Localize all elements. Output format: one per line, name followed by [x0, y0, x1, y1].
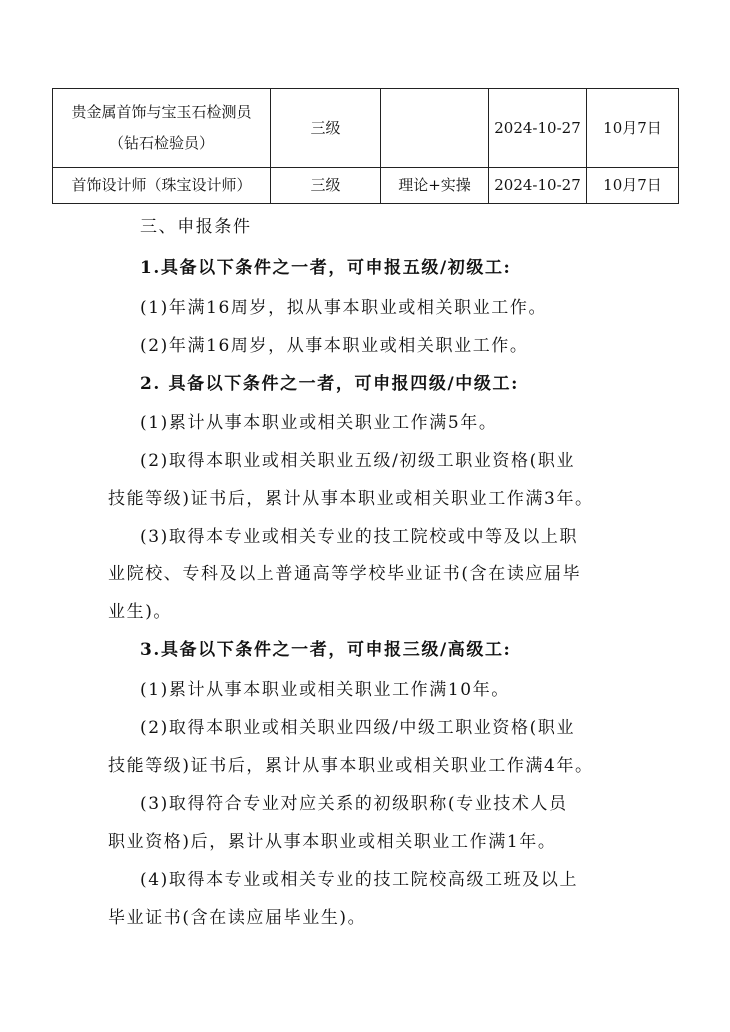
exam-date-cell: 2024-10-27: [489, 168, 587, 204]
group-title: 2. 具备以下条件之一者，可申报四级/中级工:: [140, 374, 519, 394]
condition-text-continued: 技能等级)证书后，累计从事本职业或相关职业工作满4年。: [108, 756, 594, 776]
occupation-cell: [53, 89, 271, 168]
condition-text-continued: 业生)。: [108, 602, 173, 622]
condition-text: (2)取得本职业或相关职业五级/初级工职业资格(职业: [140, 451, 576, 471]
condition-text: (3)取得符合专业对应关系的初级职称(专业技术人员: [140, 794, 568, 814]
condition-text: (1)年满16周岁，拟从事本职业或相关职业工作。: [140, 298, 548, 318]
occupation-name: 贵金属首饰与宝玉石检测员: [71, 103, 252, 121]
condition-text: (1)累计从事本职业或相关职业工作满10年。: [140, 680, 510, 700]
condition-text: (4)取得本专业或相关专业的技工院校高级工班及以上: [140, 870, 579, 890]
condition-text-continued: 毕业证书(含在读应届毕业生)。: [108, 908, 367, 928]
level-cell: 三级: [271, 89, 381, 168]
condition-text: (2)年满16周岁，从事本职业或相关职业工作。: [140, 336, 529, 356]
table-row: [53, 168, 679, 204]
exam-type-cell: 理论+实操: [381, 168, 489, 204]
table-row: [53, 89, 679, 168]
exam-schedule-table: [52, 88, 679, 204]
group-title: 1.具备以下条件之一者，可申报五级/初级工:: [140, 258, 512, 278]
exam-date-cell: 2024-10-27: [489, 89, 587, 168]
deadline-cell: 10月7日: [587, 168, 679, 204]
section-heading: 三、申报条件: [140, 217, 252, 237]
occupation-subname: （钻石检验员）: [108, 134, 214, 152]
level-cell: 三级: [271, 168, 381, 204]
group-title: 3.具备以下条件之一者，可申报三级/高级工:: [140, 640, 512, 660]
condition-text-continued: 职业资格)后，累计从事本职业或相关职业工作满1年。: [108, 832, 557, 852]
deadline-cell: 10月7日: [587, 89, 679, 168]
exam-type-cell: [381, 89, 489, 168]
condition-text-continued: 业院校、专科及以上普通高等学校毕业证书(含在读应届毕: [108, 564, 582, 584]
occupation-cell: 首饰设计师（珠宝设计师）: [53, 168, 271, 204]
condition-text: (2)取得本职业或相关职业四级/中级工职业资格(职业: [140, 718, 576, 738]
condition-text: (3)取得本专业或相关专业的技工院校或中等及以上职: [140, 527, 579, 547]
condition-text-continued: 技能等级)证书后，累计从事本职业或相关职业工作满3年。: [108, 489, 594, 509]
condition-text: (1)累计从事本职业或相关职业工作满5年。: [140, 413, 498, 433]
